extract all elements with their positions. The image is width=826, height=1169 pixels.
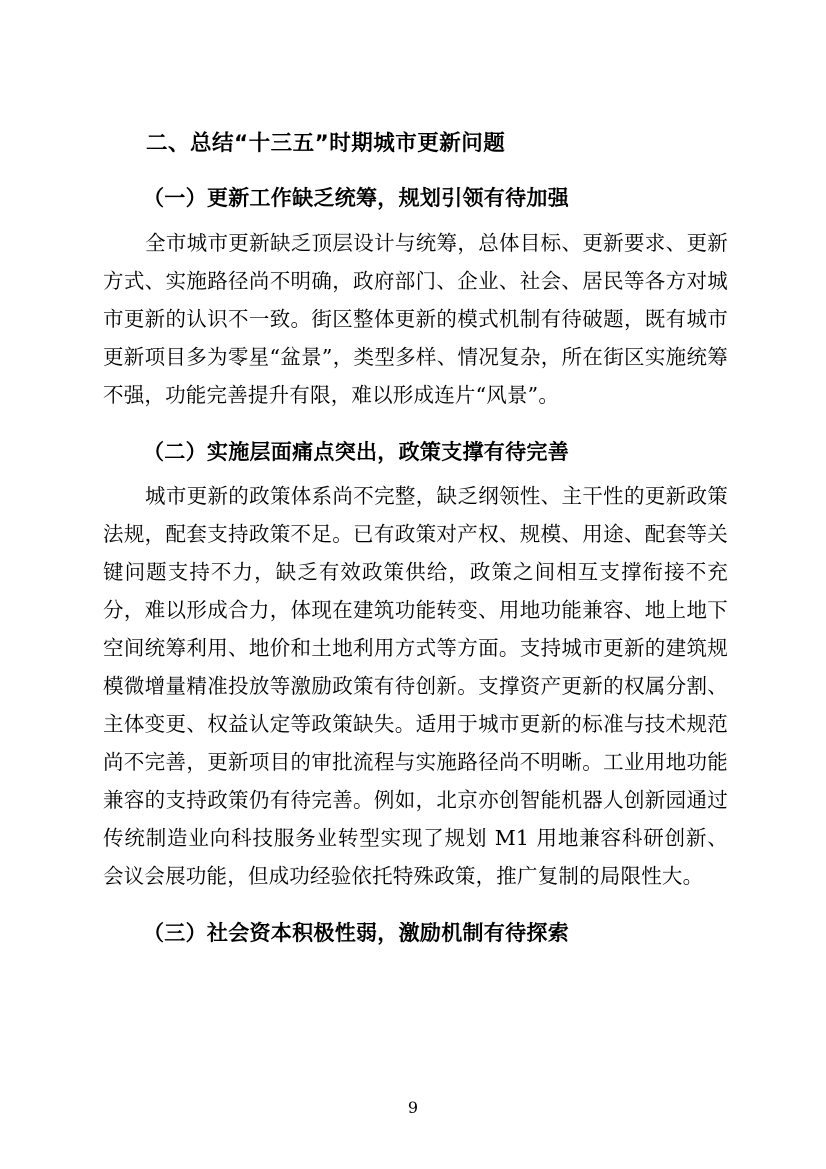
page-number: 9 — [407, 1098, 419, 1117]
section-heading-level2: 二、总结“十三五”时期城市更新问题 — [146, 131, 506, 156]
subsection-heading-1: （一）更新工作缺乏统筹，规划引领有待加强 — [143, 185, 569, 211]
subsection-heading-2: （二）实施层面痛点突出，政策支撑有待完善 — [143, 438, 569, 464]
subsection-heading-3: （三）社会资本积极性弱，激励机制有待探索 — [143, 920, 569, 946]
page-content — [103, 128, 728, 959]
body-paragraph-2: 城市更新的政策体系尚不完整，缺乏纲领性、主干性的更新政策法规，配套支持政策不足。已有政策对产权、规模、用途、配套等关键问题支持不力，缺乏有效政策供给，政策之间相互支撑衔接不充分，难以形成合力，体现在建筑功能转变、用地功能兼容、地上地下空间统筹利用、地价和土地利用方式等方面。支持城市更新的建筑规模微增量精准投放等激励政策有待创新。支撑资产更新的权属分割、主体变更、权益认定等政策缺失。适用于城市更新的标准与技术规范尚不完善，更新项目的审批流程与实施路径尚不明晰。工业用地功能兼容的支持政策仍有待完善。例如，北京亦创智能机器人创新园通过传统制造业向科技服务业转型实现了规划 M1 用地兼容科研创新、会议会展功能，但成功经验依托特殊政策，推广复制的局限性大。 — [103, 484, 728, 889]
body-paragraph-1: 全市城市更新缺乏顶层设计与统筹，总体目标、更新要求、更新方式、实施路径尚不明确，政府部门、企业、社会、居民等各方对城市更新的认识不一致。街区整体更新的模式机制有待破题，既有城市更新项目多为零星“盆景”，类型多样、情况复杂，所在街区实施统筹不强，功能完善提升有限，难以形成连片“风景”。 — [103, 230, 728, 407]
